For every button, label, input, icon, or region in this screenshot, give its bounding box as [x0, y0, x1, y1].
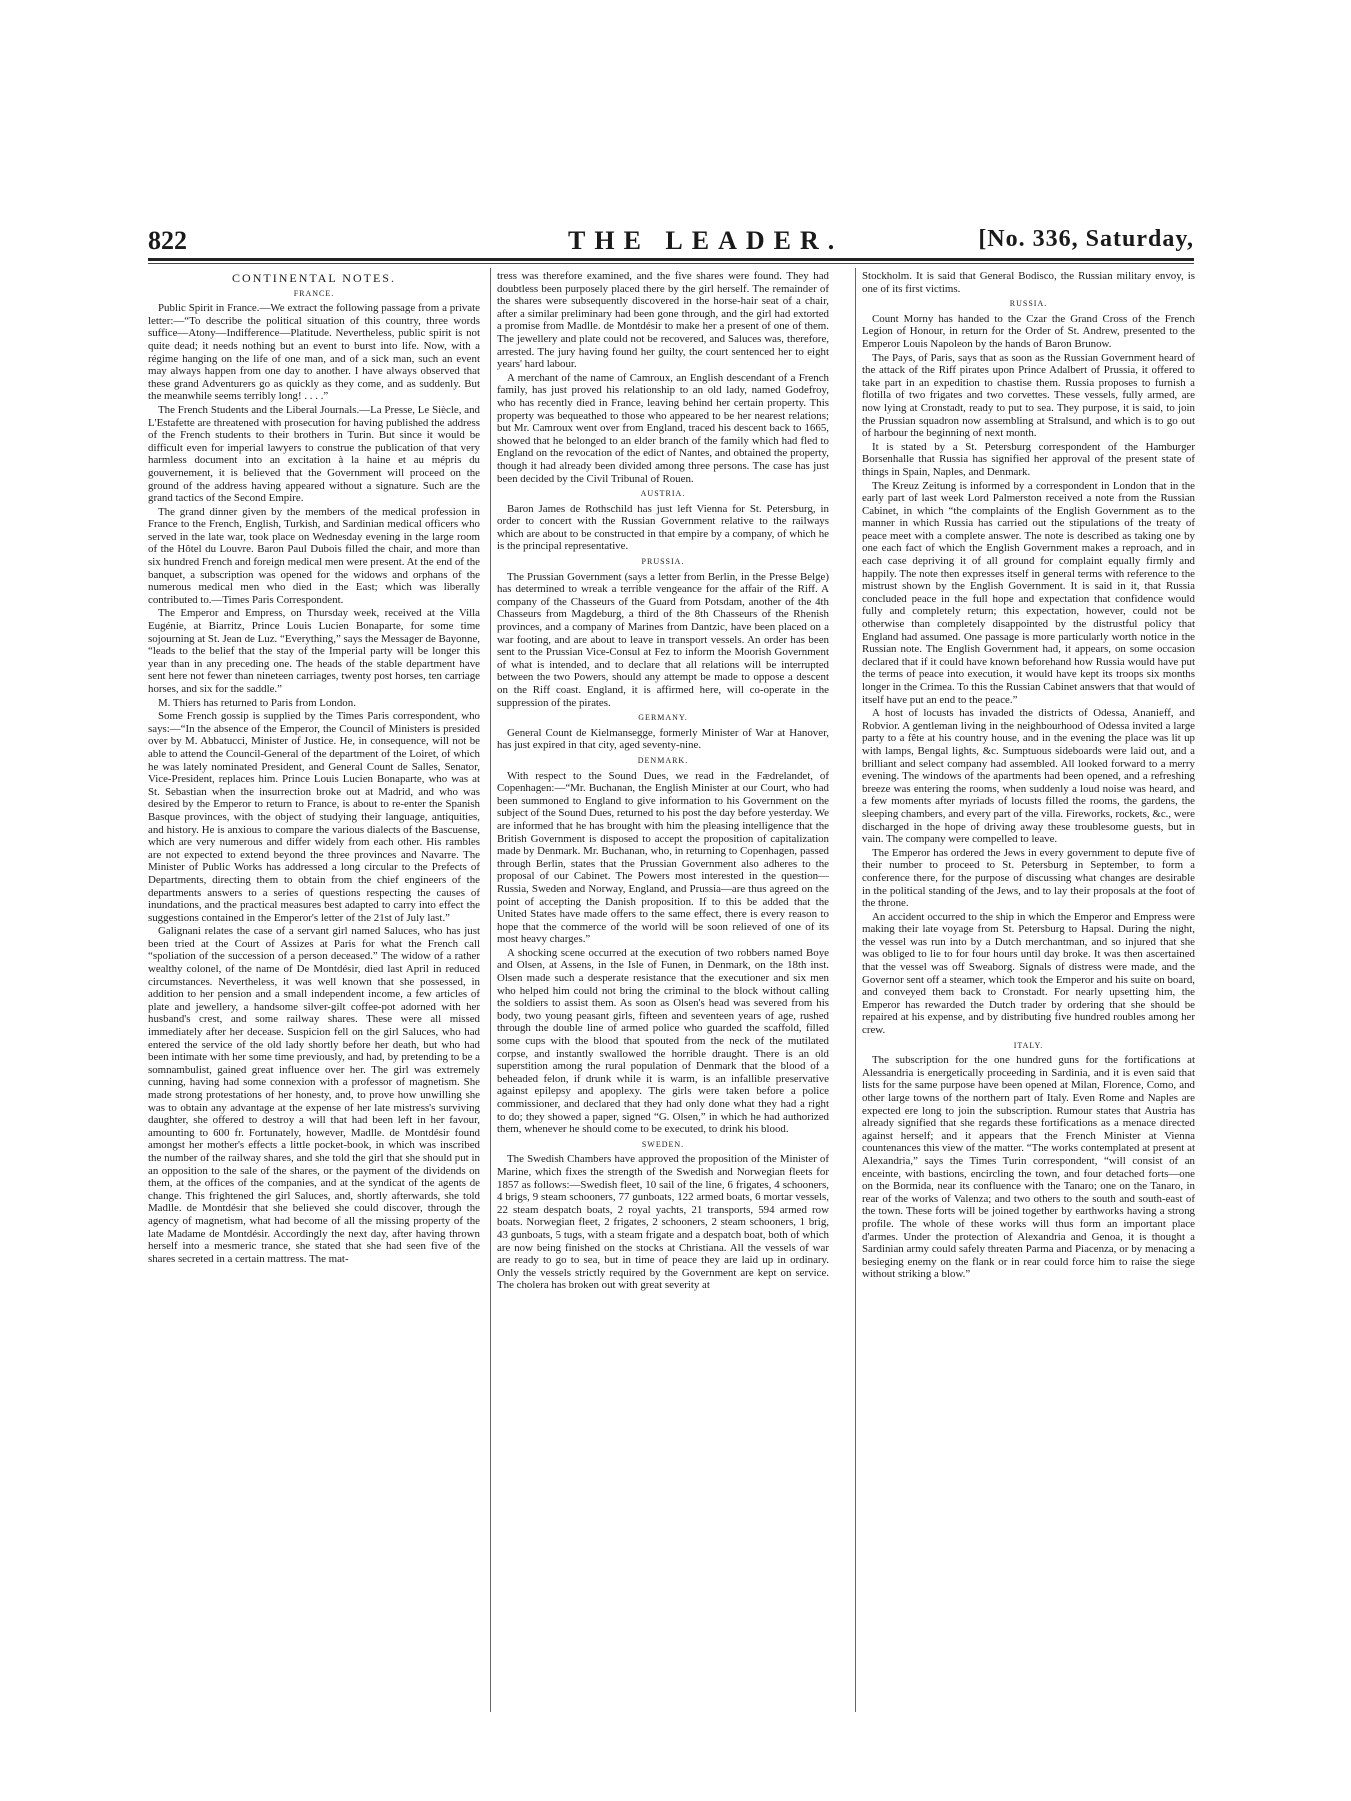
subhead-russia: RUSSIA.	[1009, 299, 1048, 309]
column-divider	[490, 268, 491, 1712]
subhead-prussia: PRUSSIA.	[641, 557, 685, 567]
article-paragraph: A shocking scene occurred at the execution of two robbers named Boye and Olsen, at Assens, in the Isle of Funen, in Denmark, on the 18th inst. Olsen made such a desperate resistance that the executioner and six men who helped him could not bring the criminal to the block without calling the soldiers to assist them. As soon as Olsen's head was severed from his body, two young peasant girls, fifteen and seventeen years of age, rushed through the double line of armed police who guarded the scaffold, filled some cups with the blood that spouted from the neck of the mutilated corpse, and instantly swallowed the horrible draught. There is an old superstition among the rural population of Denmark that the blood of a beheaded felon, if drunk while it is warm, is an infallible preservative against epilepsy and apoplexy. The girls were taken before a police commissioner, and declared that they had only done what they had a right to do; they showed a paper, signed “G. Olsen,” in which he had authorized them, whenever he should come to be executed, to drink his blood.	[497, 946, 829, 1136]
article-paragraph: tress was therefore examined, and the five shares were found. They had doubtless been purposely placed there by the girl herself. The remainder of the shares were subsequently discovered in the horse-hair seat of a chair, after a similar preliminary had been gone through, and the girl had extorted a promise from Madlle. de Montdésir to make her a present of one of them. The jewellery and plate could not be recovered, and Saluces was, therefore, arrested. The jury having found her guilty, the court sentenced her to eight years' hard labour.	[497, 270, 829, 371]
subhead-germany: GERMANY.	[638, 713, 688, 723]
article-paragraph: A host of locusts has invaded the districts of Odessa, Ananieff, and Robvior. A gentleman living in the neighbourhood of Odessa invited a large party to a fête at his country house, and in the evening the place was lit up with lamps, Bengal lights, &c. Sumptuous sideboards were laid out, and a brilliant and select company had assembled. All looked forward to a merry evening. The windows of the apartments had been opened, and a refreshing breeze was entering the rooms, when suddenly a loud noise was heard, and a few moments after myriads of locusts filled the rooms, the gardens, the sleeping chambers, and every part of the villa. Fireworks, rockets, &c., were discharged in the hope of driving away these troublesome guests, but in vain. The company were compelled to leave.	[862, 707, 1195, 846]
column-3	[862, 270, 1195, 1710]
column-2	[497, 270, 829, 1710]
article-paragraph: General Count de Kielmansegge, formerly Minister of War at Hanover, has just expired in that city, aged seventy-nine.	[497, 726, 829, 752]
article-paragraph: Public Spirit in France.—We extract the following passage from a private letter:—“To describe the political situation of this country, three words suffice—Atony—Indifference—Platitude. Nevertheless, public spirit is not quite dead; it needs nothing but an event to burst into life. Now, with a régime hanging on the life of one man, and of a sick man, such an event may always happen from one day to another. I have always observed that these grand Adventurers go as quickly as they come, and as suddenly. But the meanwhile seems terribly long! . . . .”	[148, 302, 480, 403]
article-paragraph: The Emperor and Empress, on Thursday week, received at the Villa Eugénie, at Biarritz, Prince Louis Lucien Bonaparte, for some time sojourning at St. Jean de Luz. “Everything,” says the Messager de Bayonne, “leads to the belief that the stay of the Imperial party will be longer this year than in any preceding one. The heads of the stable department have sent here not fewer than nineteen carriages, twenty post horses, ten carriage horses, and six for the saddle.”	[148, 607, 480, 695]
article-paragraph: The Swedish Chambers have approved the proposition of the Minister of Marine, which fixes the strength of the Swedish and Norwegian fleets for 1857 as follows:—Swedish fleet, 10 sail of the line, 6 frigates, 4 schooners, 4 brigs, 9 steam schooners, 77 gunboats, 122 armed boats, 6 mortar vessels, 22 steam despatch boats, 2 royal yachts, 21 transports, 594 armed row boats. Norwegian fleet, 2 frigates, 2 schooners, 2 steam schooners, 1 brig, 43 gunboats, 5 tugs, with a steam frigate and a despatch boat, both of which are now being finished on the stocks at Christiana. All the vessels of war are ready to go to sea, but in time of peace they are laid up in ordinary. Only the vessels strictly required by the Government are kept on service. The cholera has broken out with great severity at	[497, 1153, 829, 1292]
subhead-austria: AUSTRIA.	[640, 489, 686, 499]
article-paragraph: M. Thiers has returned to Paris from London.	[158, 696, 356, 709]
article-paragraph: Stockholm. It is said that General Bodisco, the Russian military envoy, is one of its first victims.	[862, 270, 1195, 295]
article-paragraph: Count Morny has handed to the Czar the Grand Cross of the French Legion of Honour, in return for the Order of St. Andrew, presented to the Emperor Louis Napoleon by the hands of Baron Brunow.	[862, 312, 1195, 350]
article-paragraph: The Pays, of Paris, says that as soon as the Russian Government heard of the attack of the Riff pirates upon Prince Adalbert of Prussia, it offered to take part in an expedition to chastise them. Russia proposes to furnish a flotilla of two frigates and two corvettes. These vessels, fully armed, are now lying at Cronstadt, ready to put to sea. They purpose, it is said, to join the Prussian squadron now assembling at Stralsund, and which is to go out of harbour the beginning of next month.	[862, 351, 1195, 440]
subhead-france: FRANCE.	[293, 288, 335, 298]
paper-title: THE LEADER.	[568, 226, 844, 255]
article-paragraph: Some French gossip is supplied by the Times Paris correspondent, who says:—“In the absence of the Emperor, the Council of Ministers is presided over by M. Abbatucci, Minister of Justice. He, in consequence, will not be able to attend the Council-General of the department of the Loiret, of which he was lately nominated President, and General Count de Salles, Senator, Vice-President, replaces him. Prince Louis Lucien Bonaparte, who was at St. Sebastian when the insurrection broke out at Madrid, and who was desired by the Emperor to return to France, is about to re-enter the Spanish Basque provinces, with the object of studying their language, antiquities, and history. He is anxious to compare the various dialects of the Bascuense, which are very numerous and differ widely from each other. His rambles are not expected to extend beyond the three provinces and Navarre. The Minister of Public Works has addressed a long circular to the Prefects of Departments, directing them to obtain from the chief engineers of the departments answers to a series of questions respecting the causes of inundations, and the practical measures best adapted to carry into effect the suggestions contained in the Emperor's letter of the 21st of July last.”	[148, 710, 480, 924]
masthead-rule	[148, 258, 1194, 261]
article-paragraph: An accident occurred to the ship in which the Emperor and Empress were making their late voyage from St. Petersburg to Hapsal. During the night, the vessel was run into by a Dutch merchantman, and so injured that she was obliged to lie to for four hours until day broke. It was then ascertained that the vessel was off Sweaborg. Signals of distress were made, and the Governor sent off a steamer, which took the Emperor and his suite on board, and conveyed them back to Cronstadt. For nearly upsetting him, the Emperor has rewarded the Dutch trader by ordering that she should be repaired at his expense, and by distributing five hundred roubles among her crew.	[862, 910, 1195, 1037]
column-1	[148, 270, 480, 1710]
article-paragraph: The Prussian Government (says a letter from Berlin, in the Presse Belge) has determined to wreak a terrible vengeance for the affair of the Riff. A company of the Chasseurs of the Guard from Potsdam, another of the 4th Chasseurs from Magdeburg, a third of the 8th Chasseurs of the Rhenish provinces, and a company of Marines from Dantzic, have been placed on a war footing, and are about to leave in transport vessels. An order has been sent to the Prussian Vice-Consul at Fez to inform the Moorish Government of what is intended, and to declare that all relations will be interrupted between the two Powers, should any attempt be made to oppose a descent on the Riff coast. England, it is affirmed here, will co-operate in the suppression of the pirates.	[497, 570, 829, 709]
masthead-rule-thin	[148, 263, 1194, 264]
section-title: CONTINENTAL NOTES.	[232, 271, 396, 285]
article-paragraph: With respect to the Sound Dues, we read in the Fædrelandet, of Copenhagen:—“Mr. Buchanan, the English Minister at our Court, who had been summoned to England to give information to his Government on the subject of the Sound Dues, returned to his post the day before yesterday. We are informed that he has brought with him the pleasing intelligence that the British Government is disposed to accept the proposition of capitalization made by Denmark. Mr. Buchanan, who, in returning to Copenhagen, passed through Berlin, states that the Prussian Government also adheres to the proposal of our Cabinet. The Powers most interested in the question—Russia, Sweden and Norway, England, and Prussia—are thus agreed on the point of accepting the Danish proposition. If to this be added that the United States have made offers to the same effect, there is every reason to hope that the commerce of the world will be soon relieved of one of its most heavy charges.”	[497, 769, 829, 946]
subhead-denmark: DENMARK.	[637, 755, 689, 765]
article-paragraph: The French Students and the Liberal Journals.—La Presse, Le Siècle, and L'Estafette are threatened with prosecution for having published the address of the French students to their brothers in Turin. But since it would be difficult even for imperial lawyers to construe the publication of that very harmless document into an excitation à la haine et au mépris du gouvernement, it is believed that the Government will proceed on the ground of the address having appeared without a signature. Such are the grand tactics of the Second Empire.	[148, 403, 480, 505]
article-paragraph: It is stated by a St. Petersburg correspondent of the Hamburger Borsenhalle that Russia has signified her approval of the present state of things in Spain, Naples, and Denmark.	[862, 440, 1195, 478]
subhead-sweden: SWEDEN.	[641, 1139, 685, 1149]
masthead	[148, 224, 1194, 256]
page-number: 822	[148, 226, 187, 255]
article-paragraph: The grand dinner given by the members of the medical profession in France to the French, English, Turkish, and Sardinian medical officers who served in the late war, took place on Wednesday evening in the large room of the Hôtel du Louvre. Baron Paul Dubois filled the chair, and more than six hundred French and foreign medical men were present. At the end of the banquet, a subscription was opened for the widows and orphans of the numerous medical men who died in the East; which was liberally contributed to.—Times Paris Correspondent.	[148, 505, 480, 606]
article-paragraph: The Emperor has ordered the Jews in every government to depute five of their number to proceed to St. Petersburg in September, to form a conference there, for the purpose of discussing what changes are desirable in the political standing of the Jews, and to lay their proposals at the foot of the throne.	[862, 846, 1195, 910]
article-paragraph: The subscription for the one hundred guns for the fortifications at Alessandria is energetically proceeding in Sardinia, and it is even said that lists for the same purpose have been opened at Milan, Florence, Como, and other large towns of the northern part of Italy. Even Rome and Naples are expected ere long to join the subscription. Rumour states that Austria has already signified that she regards these fortifications as a menace directed against herself; and it appears that the French Minister at Vienna countenances this view of the matter. “The works contemplated at present at Alexandria,” says the Times Turin correspondent, “will consist of an enceinte, with bastions, encircling the town, and four detached forts—one on the Bormida, near its confluence with the Tanaro; one on the Tanaro, in rear of the works of Valenza; and two others to the south and south-east of the town. These forts will be joined together by earthworks having a strong profile. The whole of these works will thus form an important place d'armes. Under the protection of Alexandria and Genoa, it is thought a Sardinian army could safely threaten Parma and Piacenza, or by menacing a besieging enemy on the flank or in rear could force him to raise the siege without striking a blow.”	[862, 1054, 1195, 1281]
issue-line: [No. 336, Saturday,	[978, 226, 1194, 252]
article-paragraph: Baron James de Rothschild has just left Vienna for St. Petersburg, in order to concert with the Russian Government relative to the railways which are about to be constructed in that empire by a company, of which he is the principal representative.	[497, 502, 829, 553]
article-paragraph: The Kreuz Zeitung is informed by a correspondent in London that in the early part of last week Lord Palmerston received a note from the Russian Cabinet, in which “the complaints of the English Government as to the manner in which Russia has carried out the stipulations of the treaty of peace meet with a complete answer. The note is described as taking one by one each fact of which the English Government makes a reproach, and in each case depriving it of all ground for complaint equally firmly and happily. The note then expresses itself in general terms with reference to the mistrust shown by the English Government. It is said in it, that Russia concluded peace in the full hope and expectation that confidence would fully and completely return; this expectation, however, could not be otherwise than completely disappointed by the distrustful policy that England had assumed. One passage is more particularly worth notice in the Russian note. The English Government had, it appears, on some occasion declared that if it could have known beforehand how Russia would have put the terms of peace into execution, it would have kept its troops six months longer in the Crimea. To this the Russian Cabinet answers that that would of itself have put an end to the peace.”	[862, 479, 1195, 706]
column-divider	[855, 268, 856, 1712]
subhead-italy: ITALY.	[1013, 1040, 1044, 1050]
article-paragraph: A merchant of the name of Camroux, an English descendant of a French family, has just proved his relationship to an old lady, named Godefroy, who has recently died in France, leaving behind her certain property. This property was bequeathed to those who appeared to be her nearest relations; but Mr. Camroux went over from England, traced his descent back to 1665, showed that he belonged to an elder branch of the family which had fled to England on the revocation of the edict of Nantes, and obtained the property, though it had already been divided among three persons. The case has just been decided by the Civil Tribunal of Rouen.	[497, 371, 829, 485]
article-paragraph: Galignani relates the case of a servant girl named Saluces, who has just been tried at the Court of Assizes at Paris for what the French call “spoliation of the succession of a person deceased.” The widow of a rather wealthy colonel, of the name of De Montdésir, died last April in reduced circumstances. Nevertheless, it was well known that she possessed, in addition to her pension and a small independent income, a few articles of plate and jewellery, a handsome silver-gilt coffee-pot adorned with her husband's crest, and some railway shares. These were all missed immediately after her decease. Suspicion fell on the girl Saluces, who had entered the service of the old lady shortly before her death, but who had been intimate with her some time previously, and had, by pretending to be a somnambulist, gained great influence over her. The girl was extremely cunning, having had some connexion with a professor of magnetism. She made strong protestations of her honesty, and, to prove how unwilling she was to obtain any advantage at the expense of her late mistress's surviving daughter, she offered to destroy a will that had been left in her favour, amounting to 600 fr. Fortunately, however, Madlle. de Montdésir found amongst her mother's effects a little pocket-book, in which was inscribed the number of the railway shares, and she told the girl that she should put in an opposition to the sale of the shares, or the payment of the dividends on them, at the offices of the companies, and at the syndicat of the agents de change. This frightened the girl Saluces, and, shortly afterwards, she told Madlle. de Montdésir that she believed she could discover, through the agency of magnetism, what had become of all the missing property of the late Madame de Montdésir. Accordingly the next day, after having thrown herself into a mesmeric trance, she stated that she had seen five of the shares secreted in a certain mattress. The mat-	[148, 925, 480, 1265]
